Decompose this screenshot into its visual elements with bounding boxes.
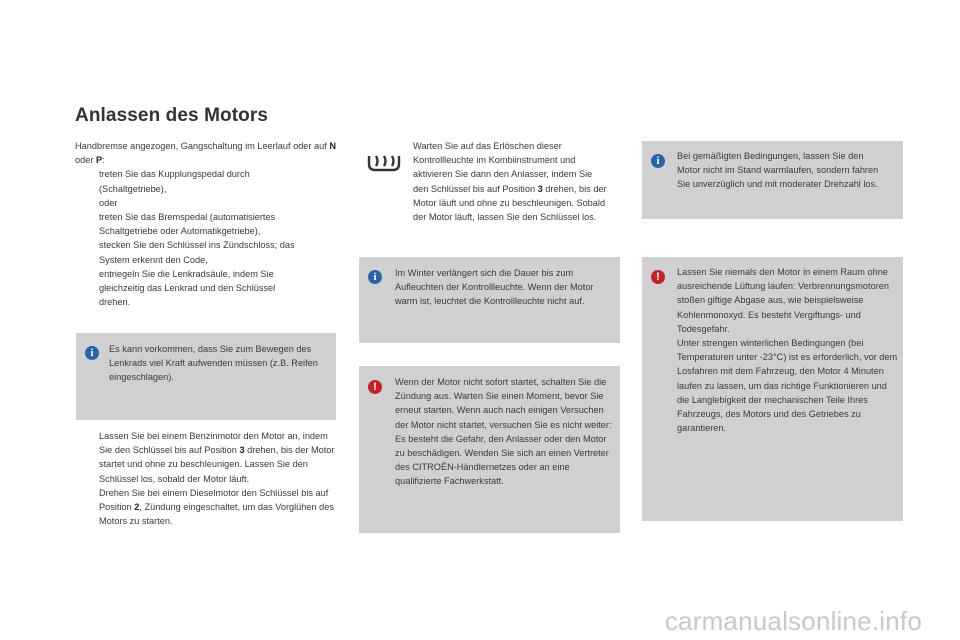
info-icon: i bbox=[651, 154, 665, 168]
info-box-winter bbox=[359, 257, 620, 343]
page-title: Anlassen des Motors bbox=[75, 105, 269, 126]
left-column bbox=[75, 139, 337, 309]
watermark: carmanualsonline.info bbox=[664, 606, 922, 636]
preheat-text: Warten Sie auf das Erlöschen dieser Kontrollleuchte im Kombiinstrument und aktivieren Sie dann den Anlasser, indem Sie den Schlüssel bis auf Position 3 drehen, bis der Motor läuft und ohne zu beschleunigen. Sobald der Motor läuft, lassen Sie den Schlüssel los. bbox=[413, 141, 607, 223]
intro-text: Handbremse angezogen, Gangschaltung im Leerlauf oder auf N oder P: bbox=[75, 141, 336, 166]
bullet-item: treten Sie das Kupplungspedal durch (Schaltgetriebe), oder bbox=[99, 169, 250, 208]
info-box-warmup bbox=[642, 141, 903, 219]
left-column-bottom bbox=[75, 429, 337, 528]
info-box-text: Bei gemäßigten Bedingungen, lassen Sie den Motor nicht im Stand warmlaufen, sondern fahren Sie unverzüglich und mit moderater Drehzahl los. bbox=[677, 151, 879, 190]
warning-box-text: Lassen Sie niemals den Motor in einem Raum ohne ausreichende Lüftung laufen: Verbrennungsmotoren stoßen giftige Abgase aus, wie beispielsweise Kohlenmonoxyd. Es besteht Vergiftungs- und Todesgefahr. Unter strengen winterlichen Bedingungen (bei Temperaturen unter -23°C) ist es erforderlich, vor dem Losfahren mit dem Fahrzeug, den Motor 4 Minuten laufen zu lassen, um das richtige Funktionieren und die Langlebigkeit der mechanischen Teile Ihres Fahrzeugs, des Motors und des Getriebes zu garantieren. bbox=[677, 267, 898, 434]
info-box-text: Im Winter verlängert sich die Dauer bis zum Aufleuchten der Kontrollleuchte. Wenn der Motor warm ist, leuchtet die Kontrollleuchte nicht auf. bbox=[395, 268, 594, 307]
info-box-text: Es kann vorkommen, dass Sie zum Bewegen des Lenkrads viel Kraft aufwenden müssen (z.B. Reifen eingeschlagen). bbox=[109, 344, 318, 383]
warning-box-start bbox=[359, 366, 620, 533]
bullet-item: entriegeln Sie die Lenkradsäule, indem Sie gleichzeitig das Lenkrad und den Schlüssel drehen. bbox=[99, 268, 276, 308]
info-icon: i bbox=[85, 346, 99, 360]
warning-box-ventilation bbox=[642, 257, 903, 521]
info-icon: i bbox=[368, 270, 382, 284]
warning-icon: ! bbox=[368, 380, 382, 394]
bullet-item: treten Sie das Bremspedal (automatisiertes Schaltgetriebe oder Automatikgetriebe), bbox=[99, 212, 276, 237]
warning-box-text: Wenn der Motor nicht sofort startet, schalten Sie die Zündung aus. Warten Sie einen Moment, bevor Sie erneut starten. Wenn auch nach einigen Versuchen der Motor nicht startet, versuchen Sie es nicht weiter: Es besteht die Gefahr, den Anlasser oder den Motor zu beschädigen. Wenden Sie sich an einen Vertreter des CITROËN-Händlernetzes oder an eine qualifizierte Fachwerkstatt. bbox=[395, 377, 612, 487]
warning-icon: ! bbox=[651, 270, 665, 284]
bullet-item: stecken Sie den Schlüssel ins Zündschloss; das System erkennt den Code, bbox=[99, 240, 295, 265]
preheat-coil-icon bbox=[366, 150, 402, 176]
info-box-steering bbox=[76, 333, 336, 420]
bullet-item: Drehen Sie bei einem Dieselmotor den Schlüssel bis auf Position 2, Zündung eingeschaltet, um das Vorglühen des Motors zu starten. bbox=[99, 487, 334, 527]
bullet-item: Lassen Sie bei einem Benzinmotor den Motor an, indem Sie den Schlüssel bis auf Position 3 drehen, bis der Motor startet und ohne zu beschleunigen. Lassen Sie den Schlüssel los, sobald der Motor läuft. bbox=[99, 431, 335, 484]
